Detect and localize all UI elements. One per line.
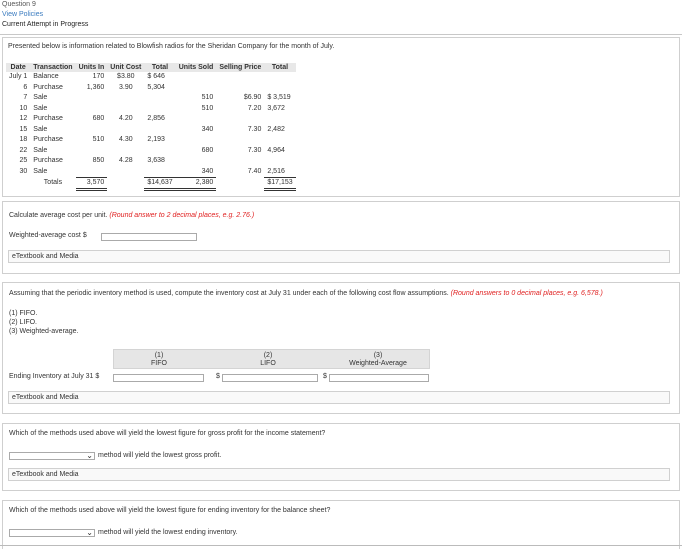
table-cell-units-in: 680 [92, 115, 105, 123]
method-lifo: (2) LIFO. [9, 319, 38, 326]
table-cell-units-in [76, 104, 108, 115]
table-cell-unit-cost [107, 167, 144, 178]
table-cell-trans: Sale [33, 104, 48, 112]
table-cell-date: 7 [23, 94, 28, 102]
totals-cell-empty [216, 177, 264, 189]
totals-cell-units-in: 3,570 [76, 177, 108, 189]
totals-cell-total-sales: $17,153 [264, 177, 295, 189]
table-cell-total-sales [264, 83, 295, 94]
attempt-status: Current Attempt in Progress [2, 21, 89, 28]
totals-cell-empty [6, 177, 30, 189]
table-cell-total-cost [144, 146, 175, 157]
table-cell-total-cost [144, 167, 175, 178]
table-cell-unit-cost: $3.80 [117, 73, 135, 81]
part3-suffix: method will yield the lowest gross profit. [98, 452, 222, 459]
chevron-down-icon: ⌄ [86, 528, 93, 537]
col-units-in: Units In [76, 63, 108, 72]
lifo-input[interactable] [222, 374, 318, 382]
table-cell-units-sold: 340 [176, 167, 217, 178]
table-cell-price: 7.30 [247, 125, 262, 133]
part2-method-list [9, 309, 79, 336]
weighted-average-label [9, 232, 87, 239]
table-row [6, 93, 296, 104]
part4-suffix: method will yield the lowest ending inventory. [98, 529, 238, 536]
col-fifo [114, 352, 204, 368]
table-cell-unit-cost [107, 104, 144, 115]
part1-hint: (Round answer to 2 decimal places, e.g. 2.76.) [109, 212, 255, 219]
totals-row [6, 177, 296, 189]
etextbook-media-bar-1[interactable]: eTextbook and Media [8, 250, 670, 263]
table-cell-total-sales [264, 114, 295, 125]
etextbook-media-bar-2[interactable]: eTextbook and Media [8, 391, 670, 404]
table-cell-total-cost: 2,856 [147, 115, 165, 123]
table-cell-units-sold [176, 72, 217, 83]
table-cell-total-cost: 3,638 [147, 157, 165, 165]
currency-sign-lifo: $ [216, 373, 220, 380]
table-cell-price [216, 83, 264, 94]
table-row [6, 104, 296, 115]
table-cell-total-sales: 2,516 [264, 167, 295, 178]
col-fifo-num: (1) [154, 352, 164, 359]
table-row [6, 135, 296, 146]
bottom-divider [0, 545, 682, 546]
table-cell-trans: Sale [33, 125, 48, 133]
weighted-average-input[interactable] [101, 233, 197, 241]
fifo-input[interactable] [113, 374, 204, 382]
table-cell-total-sales [264, 156, 295, 167]
col-lifo-num: (2) [263, 352, 273, 359]
gross-profit-method-select[interactable] [9, 452, 95, 460]
table-row [6, 72, 296, 83]
table-cell-total-cost [144, 125, 175, 136]
ending-inventory-label-text: Ending Inventory at July 31 [9, 373, 94, 380]
table-cell-units-sold [176, 156, 217, 167]
table-cell-units-sold: 510 [201, 104, 214, 112]
ending-inventory-label [9, 373, 99, 380]
table-cell-trans: Sale [33, 146, 48, 154]
table-cell-units-sold [176, 114, 217, 125]
col-units-sold: Units Sold [176, 63, 217, 72]
col-lifo-name: LIFO [260, 360, 276, 367]
table-cell-date: 10 [19, 104, 28, 112]
part2-question-text: Assuming that the periodic inventory method is used, compute the inventory cost at July 31 under each of the following cost flow assumptions. [9, 290, 449, 297]
table-cell-trans: Purchase [33, 157, 63, 165]
table-cell-units-in: 1,360 [86, 83, 105, 91]
table-row [6, 146, 296, 157]
table-cell-trans: Sale [33, 94, 48, 102]
table-row [6, 167, 296, 178]
currency-sign-weighted: $ [323, 373, 327, 380]
table-cell-unit-cost: 4.30 [119, 136, 133, 144]
table-cell-trans: Purchase [33, 115, 63, 123]
col-weighted-name: Weighted-Average [349, 360, 407, 367]
table-cell-unit-cost: 3.90 [119, 83, 133, 91]
table-cell-total-sales: 3,672 [267, 104, 285, 112]
part2-hint: (Round answers to 0 decimal places, e.g. 6,578.) [450, 290, 603, 297]
totals-cell-total-cost: $14,637 [144, 177, 175, 189]
table-cell-units-in [76, 93, 108, 104]
table-cell-total-sales [264, 72, 295, 83]
inventory-table [6, 63, 296, 191]
totals-cell-units-sold: 2,380 [176, 177, 217, 189]
table-cell-units-sold: 340 [201, 125, 214, 133]
table-cell-units-in [76, 146, 108, 157]
table-cell-unit-cost [107, 146, 144, 157]
table-cell-unit-cost: 4.20 [119, 115, 133, 123]
currency-sign-fifo: $ [95, 373, 100, 380]
table-cell-units-in: 510 [92, 136, 105, 144]
col-unit-cost: Unit Cost [107, 63, 144, 72]
table-cell-total-cost: 2,193 [147, 136, 165, 144]
table-cell-total-sales: 2,482 [267, 125, 285, 133]
table-cell-unit-cost: 4.28 [119, 157, 133, 165]
table-cell-total-cost [144, 104, 175, 115]
totals-cell-label: Totals [43, 179, 63, 186]
col-total-cost: Total [144, 63, 175, 72]
table-cell-total-sales: 4,964 [267, 146, 285, 154]
header-divider [0, 34, 682, 35]
table-cell-price [216, 135, 264, 146]
table-cell-total-cost: $ 646 [147, 73, 165, 81]
ending-inventory-method-select[interactable] [9, 529, 95, 537]
table-row [6, 156, 296, 167]
table-cell-total-cost [144, 93, 175, 104]
totals-cell-empty [107, 177, 144, 189]
part2-column-headers [113, 349, 430, 369]
table-cell-date: July 1 [9, 73, 28, 81]
table-row [6, 114, 296, 125]
chevron-down-icon: ⌄ [86, 451, 93, 460]
etextbook-media-bar-3[interactable]: eTextbook and Media [8, 468, 670, 481]
part1-question [9, 212, 254, 219]
table-cell-price: $6.90 [243, 94, 262, 102]
table-cell-units-in: 170 [92, 73, 105, 81]
col-transaction: Transaction [30, 63, 75, 72]
table-cell-price [216, 156, 264, 167]
table-cell-units-in: 850 [92, 157, 105, 165]
table-cell-trans: Purchase [33, 83, 63, 91]
table-cell-units-sold [176, 83, 217, 94]
table-cell-price: 7.30 [247, 146, 262, 154]
table-cell-units-sold: 680 [201, 146, 214, 154]
table-row [6, 83, 296, 94]
table-cell-trans: Purchase [33, 136, 63, 144]
table-cell-trans: Balance [33, 73, 59, 81]
view-policies-link[interactable]: View Policies [2, 11, 44, 18]
table-row [6, 125, 296, 136]
table-cell-date: 15 [19, 125, 28, 133]
col-total-sales: Total [264, 63, 295, 72]
table-header-row [6, 63, 296, 72]
table-cell-unit-cost [107, 93, 144, 104]
col-weighted [328, 352, 428, 368]
table-cell-total-sales: $ 3,519 [267, 94, 291, 102]
table-cell-date: 22 [19, 146, 28, 154]
col-selling-price: Selling Price [216, 63, 264, 72]
table-cell-date: 18 [19, 136, 28, 144]
currency-sign: $ [82, 232, 87, 239]
table-cell-units-in [76, 167, 108, 178]
table-cell-units-sold [176, 135, 217, 146]
col-weighted-num: (3) [373, 352, 383, 359]
table-cell-price [216, 114, 264, 125]
method-fifo: (1) FIFO. [9, 310, 38, 317]
col-fifo-name: FIFO [151, 360, 167, 367]
table-cell-date: 25 [19, 157, 28, 165]
table-cell-unit-cost [107, 125, 144, 136]
question-number: Question 9 [2, 1, 36, 8]
question-header [2, 0, 88, 30]
table-cell-price: 7.40 [247, 167, 262, 175]
part2-question [9, 290, 603, 297]
part1-question-text: Calculate average cost per unit. [9, 212, 108, 219]
table-cell-price: 7.20 [247, 104, 262, 112]
table-cell-total-sales [264, 135, 295, 146]
intro-text: Presented below is information related to Blowfish radios for the Sheridan Company for the month of July. [8, 43, 335, 50]
weighted-average-ending-input[interactable] [329, 374, 429, 382]
table-cell-date: 12 [19, 115, 28, 123]
col-date: Date [6, 63, 30, 72]
table-cell-total-cost: 5,304 [147, 83, 165, 91]
table-cell-date: 30 [19, 167, 28, 175]
table-cell-price [216, 72, 264, 83]
table-cell-trans: Sale [33, 167, 48, 175]
method-weighted-average: (3) Weighted-average. [9, 328, 79, 335]
table-cell-units-in [76, 125, 108, 136]
table-cell-date: 6 [23, 83, 28, 91]
part3-question: Which of the methods used above will yield the lowest figure for gross profit for the income statement? [9, 430, 326, 437]
weighted-average-label-text: Weighted-average cost [9, 232, 81, 239]
table-cell-units-sold: 510 [201, 94, 214, 102]
part4-question: Which of the methods used above will yield the lowest figure for ending inventory for the balance sheet? [9, 507, 331, 514]
col-lifo [220, 352, 316, 368]
